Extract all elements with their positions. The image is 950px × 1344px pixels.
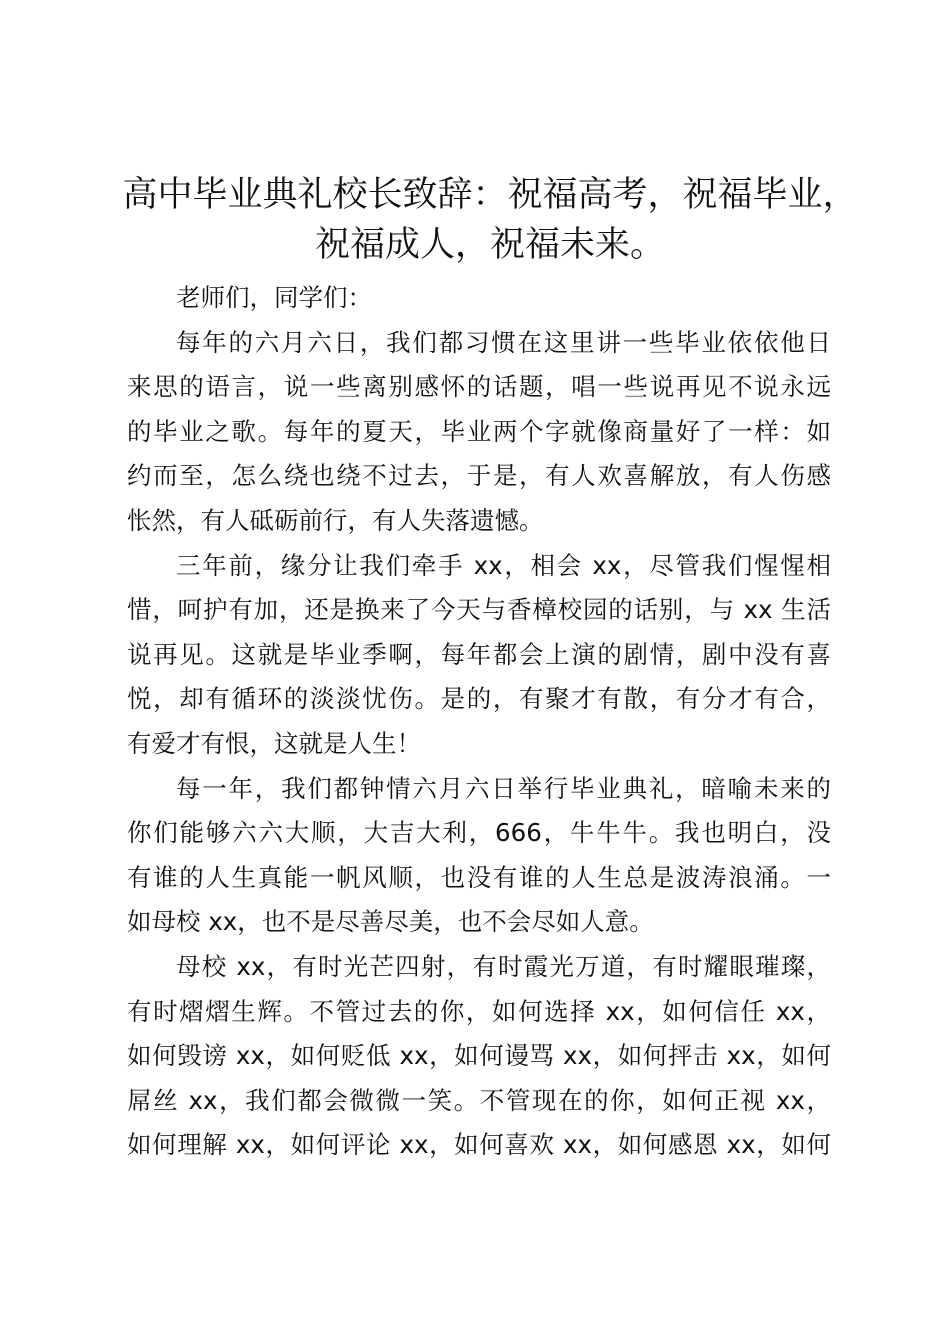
title-line: 高中毕业典礼校长致辞：祝福高考，祝福毕业， — [122, 175, 858, 215]
text-line: 母校 xx，有时光芒四射，有时霞光万道，有时耀眼璀璨， — [176, 951, 831, 981]
text-line: 说再见。这就是毕业季啊，每年都会上演的剧情，剧中没有喜 — [127, 639, 831, 669]
paragraph-4 — [127, 945, 831, 1168]
text-line: 如何毁谤 xx，如何贬低 xx，如何谩骂 xx，如何抨击 xx，如何 — [127, 1041, 831, 1071]
text-line: 老师们，同学们： — [176, 283, 372, 312]
text-line: 的毕业之歌。每年的夏天，毕业两个字就像商量好了一样：如 — [127, 416, 831, 446]
text-line: 有爱才有恨，这就是人生！ — [127, 728, 421, 758]
text-line: 屌丝 xx，我们都会微微一笑。不管现在的你，如何正视 xx， — [127, 1085, 831, 1115]
text-line: 来思的语言，说一些离别感怀的话题，唱一些说再见不说永远 — [127, 372, 831, 402]
text-line: 每年的六月六日，我们都习惯在这里讲一些毕业依依他日 — [176, 327, 831, 357]
text-line: 悦，却有循环的淡淡忧伤。是的，有聚才有散，有分才有合， — [127, 684, 831, 714]
paragraph-3 — [127, 767, 831, 945]
paragraph-1 — [127, 321, 831, 544]
text-line: 怅然，有人砥砺前行，有人失落遗憾。 — [127, 505, 544, 535]
text-line: 你们能够六六大顺，大吉大利，666，牛牛牛。我也明白，没 — [127, 818, 831, 848]
text-line: 约而至，怎么绕也绕不过去，于是，有人欢喜解放，有人伤感 — [127, 461, 831, 491]
document-title — [110, 170, 870, 270]
paragraph-2 — [127, 544, 831, 767]
text-line: 每一年，我们都钟情六月六日举行毕业典礼，暗喻未来的 — [176, 773, 831, 803]
text-line: 如何理解 xx，如何评论 xx，如何喜欢 xx，如何感恩 xx，如何 — [127, 1130, 831, 1160]
paragraph-salutation — [127, 276, 831, 321]
title-line: 祝福成人，祝福未来。 — [314, 225, 665, 265]
text-line: 有时熠熠生辉。不管过去的你，如何选择 xx，如何信任 xx， — [127, 996, 831, 1026]
document-body — [127, 276, 831, 1168]
text-line: 三年前，缘分让我们牵手 xx，相会 xx，尽管我们惺惺相 — [176, 550, 831, 580]
text-line: 如母校 xx，也不是尽善尽美，也不会尽如人意。 — [127, 907, 654, 937]
text-line: 惜，呵护有加，还是换来了今天与香樟校园的话别，与 xx 生活 — [127, 595, 831, 625]
text-line: 有谁的人生真能一帆风顺，也没有谁的人生总是波涛浪涌。一 — [127, 862, 831, 892]
